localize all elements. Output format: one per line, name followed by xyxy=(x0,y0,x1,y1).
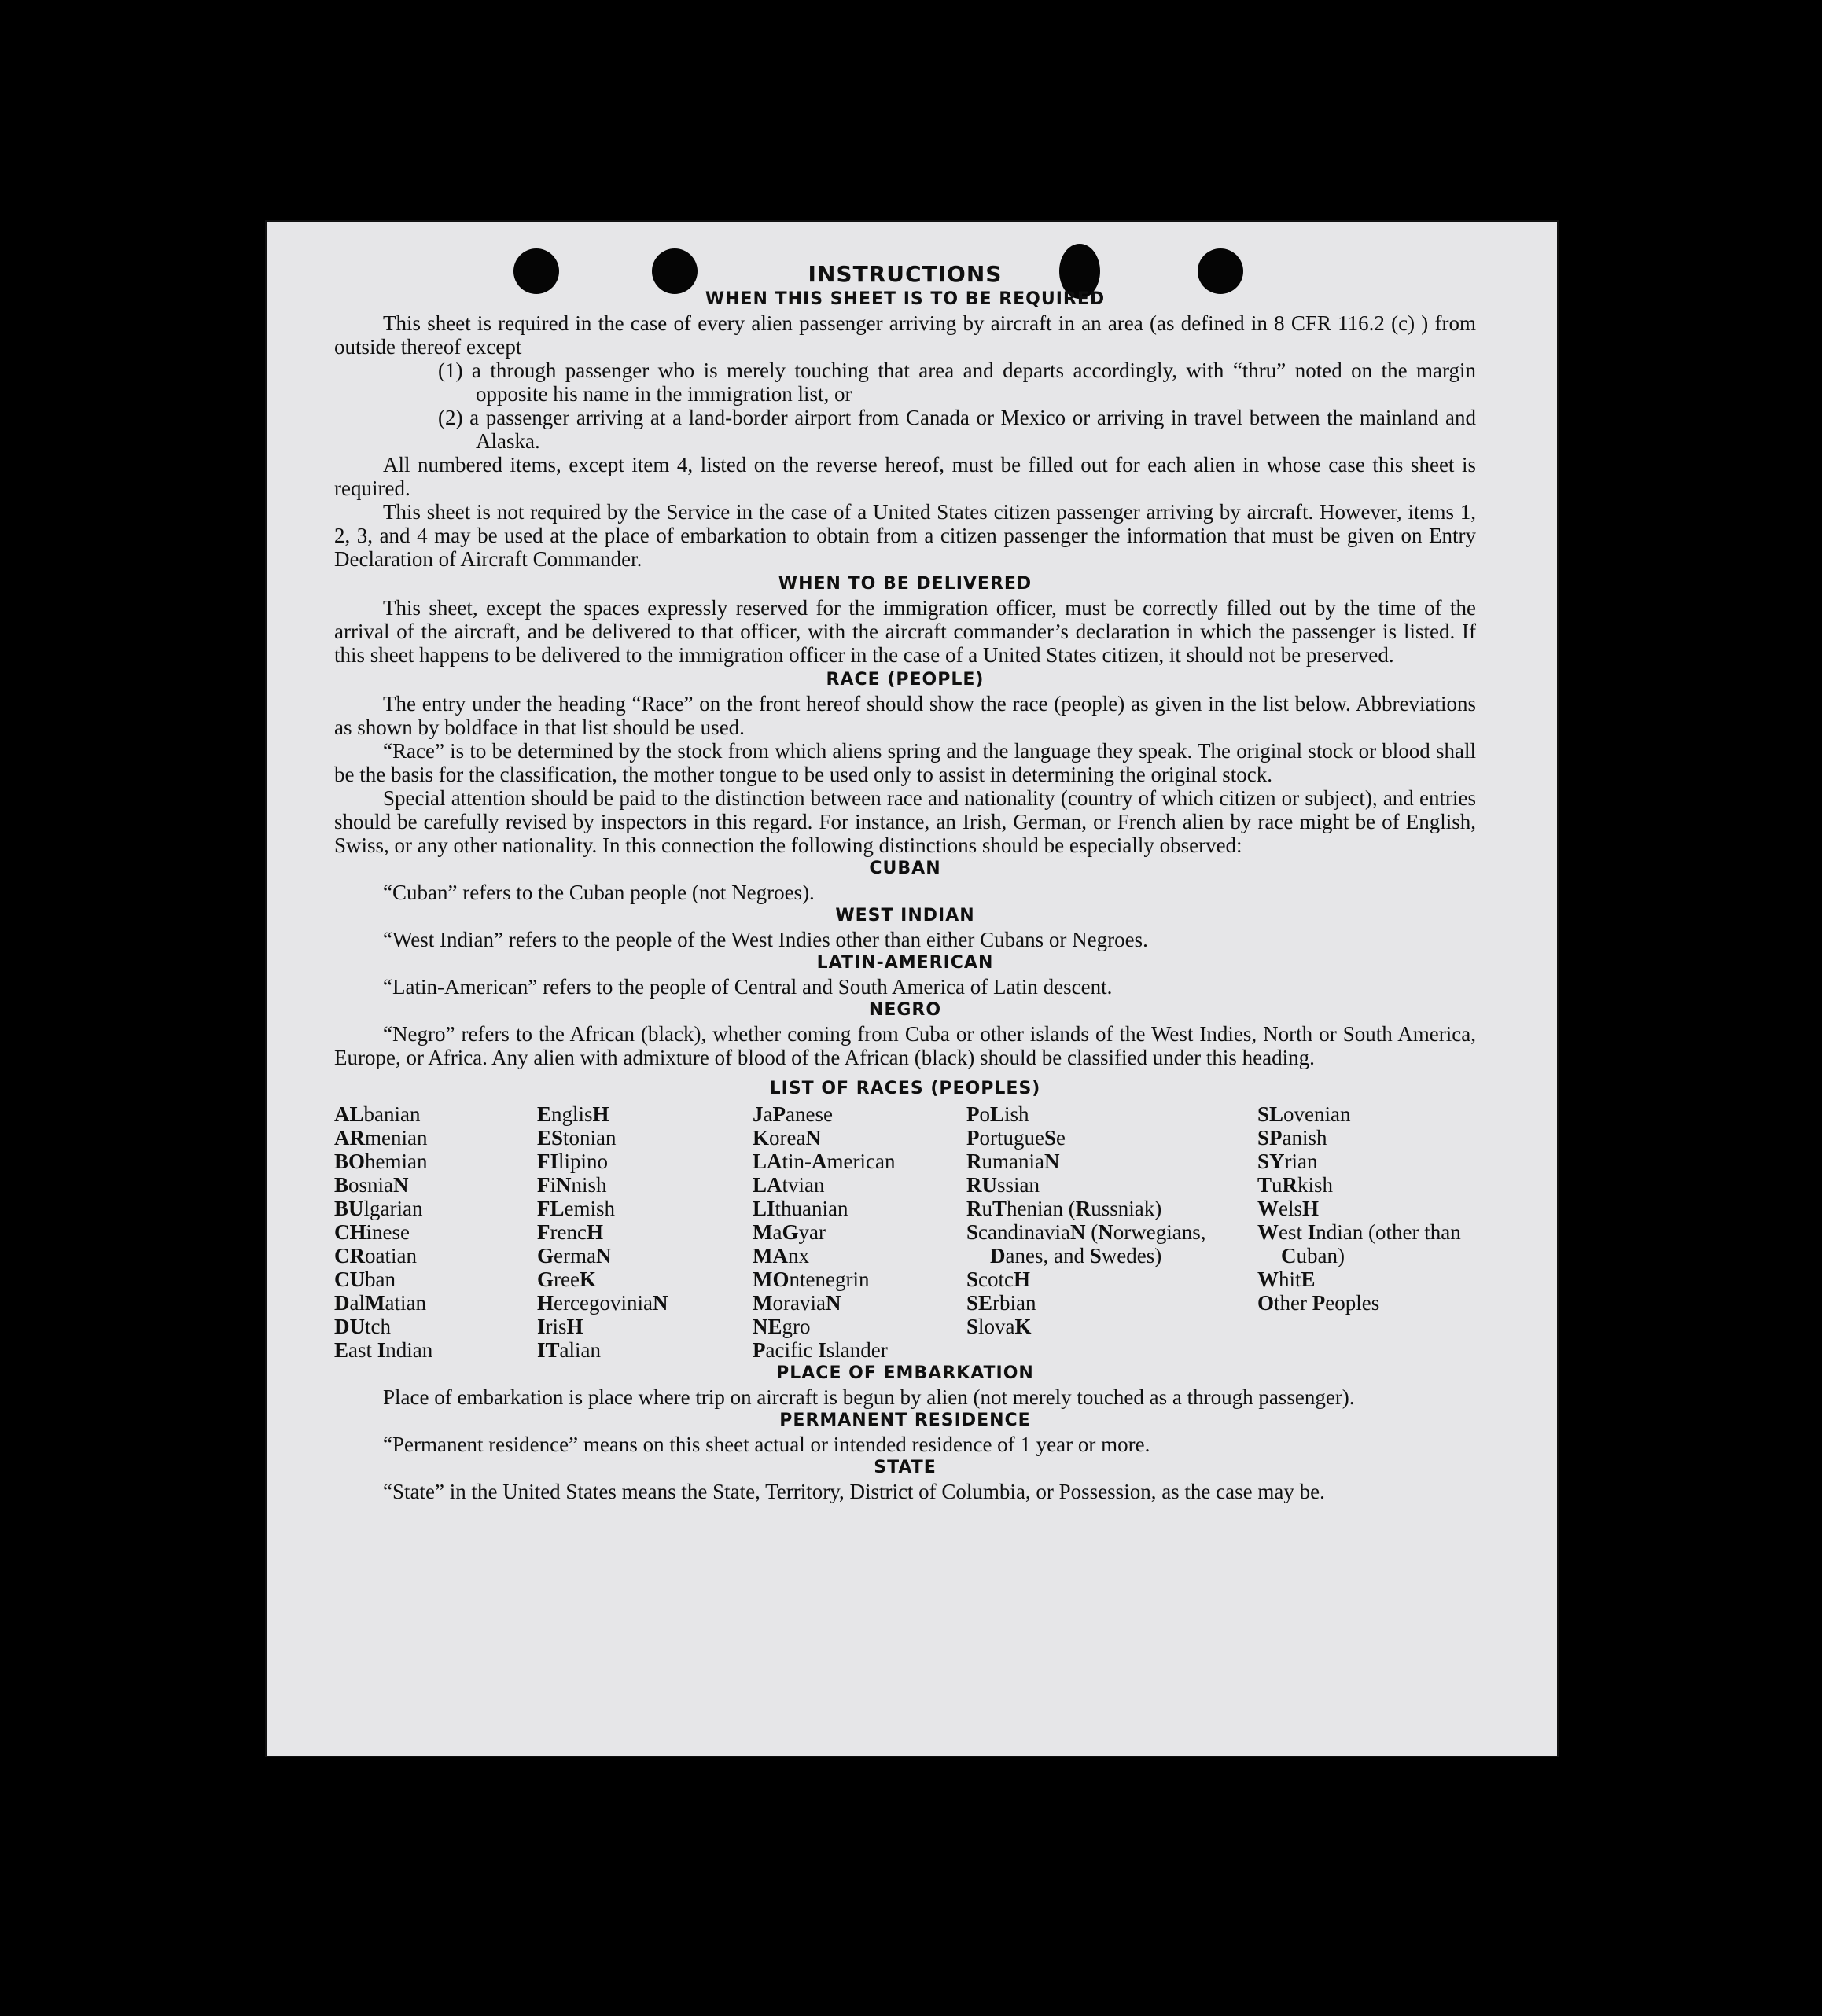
list-item: KoreaN xyxy=(753,1126,821,1150)
paragraph: “Race” is to be determined by the stock from which aliens spring and the language they speak. The original stock or blood shall be the basis for the classification, the mother tongue to be used only to assist in determining the original stock. xyxy=(334,739,1476,786)
list-item: (2) a passenger arriving at a land-border airport from Canada or Mexico or arriving in travel between the mainland and Alaska. xyxy=(438,406,1476,453)
list-item: SLovenian xyxy=(1257,1102,1351,1126)
list-item: ITalian xyxy=(537,1338,602,1362)
list-item: GreeK xyxy=(537,1267,596,1291)
list-item: ScotcH xyxy=(966,1267,1031,1291)
list-item: FIlipino xyxy=(537,1150,609,1173)
list-item: BOhemian xyxy=(334,1150,428,1173)
list-item: LAtin-American xyxy=(753,1150,896,1173)
list-item: IrisH xyxy=(537,1315,583,1338)
list-item: PortugueSe xyxy=(966,1126,1066,1150)
races-list xyxy=(334,1102,1476,1362)
list-item: ALbanian xyxy=(334,1102,421,1126)
list-item: ARmenian xyxy=(334,1126,428,1150)
list-item: Other Peoples xyxy=(1257,1291,1380,1315)
list-item: (1) a through passenger who is merely touching that area and departs accordingly, with “thru” noted on the margin opposite his name in the immigration list, or xyxy=(438,359,1476,406)
section-heading: STATE xyxy=(874,1458,937,1477)
list-item: MoraviaN xyxy=(753,1291,841,1315)
instruction-sheet xyxy=(265,220,1559,1757)
paragraph: “State” in the United States means the State, Territory, District of Columbia, or Possession, as the case may be. xyxy=(383,1480,1325,1503)
list-item: RumaniaN xyxy=(966,1150,1060,1173)
list-item: FrencH xyxy=(537,1220,603,1244)
sheet-content xyxy=(334,261,1476,1503)
paragraph: “Latin-American” refers to the people of Central and South America of Latin descent. xyxy=(383,975,1113,999)
section-heading: CUBAN xyxy=(869,859,941,878)
list-item: RUssian xyxy=(966,1173,1040,1197)
section-heading: LATIN-AMERICAN xyxy=(816,953,994,973)
paragraph: This sheet is not required by the Service in the case of a United States citizen passenger arriving by aircraft. However, items 1, 2, 3, and 4 may be used at the place of embarkation to obtain from a citizen passenger the information that must be given on Entry Declaration of Aircraft Commander. xyxy=(334,500,1476,571)
list-item: DalMatian xyxy=(334,1291,426,1315)
paragraph: This sheet, except the spaces expressly reserved for the immigration officer, must be correctly filled out by the time of the arrival of the aircraft, and be delivered to that officer, with the aircraft commander’s declaration in which the passenger is listed. If this sheet happens to be delivered to the immigration officer in the case of a United States citizen, it should not be preserved. xyxy=(334,596,1476,667)
list-item: SYrian xyxy=(1257,1150,1318,1173)
races-column-3 xyxy=(753,1102,966,1362)
list-item: NEgro xyxy=(753,1315,811,1338)
list-item: GermaN xyxy=(537,1244,612,1267)
list-item: PoLish xyxy=(966,1102,1029,1126)
list-item: WhitE xyxy=(1257,1267,1316,1291)
list-item: JaPanese xyxy=(753,1102,833,1126)
list-item: CUban xyxy=(334,1267,396,1291)
list-item: DUtch xyxy=(334,1315,391,1338)
list-item: LAtvian xyxy=(753,1173,825,1197)
paragraph: Special attention should be paid to the distinction between race and nationality (country of which citizen or subject), and entries should be carefully revised by inspectors in this regard. For instance, an Irish, German, or French alien by race might be of English, Swiss, or any other nationality. In this connection the following distinctions should be especially observed: xyxy=(334,786,1476,857)
list-item: RuThenian (Russniak) xyxy=(966,1197,1162,1220)
list-item: CHinese xyxy=(334,1220,410,1244)
list-item: LIthuanian xyxy=(753,1197,848,1220)
section-heading: PLACE OF EMBARKATION xyxy=(776,1363,1034,1383)
list-item: MAnx xyxy=(753,1244,809,1267)
list-item: HercegoviniaN xyxy=(537,1291,668,1315)
list-item: BosniaN xyxy=(334,1173,409,1197)
paragraph: All numbered items, except item 4, listed on the reverse hereof, must be filled out for each alien in whose case this sheet is required. xyxy=(334,453,1476,500)
section-heading: LIST OF RACES (PEOPLES) xyxy=(769,1079,1041,1098)
list-item: CRoatian xyxy=(334,1244,417,1267)
paragraph: The entry under the heading “Race” on the front hereof should show the race (people) as given in the list below. Abbreviations as shown by boldface in that list should be used. xyxy=(334,692,1476,739)
list-item: SPanish xyxy=(1257,1126,1327,1150)
section-heading: WEST INDIAN xyxy=(835,906,975,925)
section-heading: WHEN TO BE DELIVERED xyxy=(778,574,1032,594)
paragraph: “Permanent residence” means on this sheet actual or intended residence of 1 year or more. xyxy=(383,1433,1150,1456)
list-item: FiNnish xyxy=(537,1173,607,1197)
list-item: EStonian xyxy=(537,1126,617,1150)
list-item: SErbian xyxy=(966,1291,1036,1315)
races-column-5 xyxy=(1257,1102,1476,1362)
section-heading: WHEN THIS SHEET IS TO BE REQUIRED xyxy=(705,289,1106,309)
paragraph: Place of embarkation is place where trip on aircraft is begun by alien (not merely touched as a through passenger). xyxy=(383,1385,1355,1409)
section-heading: RACE (PEOPLE) xyxy=(826,670,985,690)
list-item: East Indian xyxy=(334,1338,433,1362)
page-title: INSTRUCTIONS xyxy=(808,261,1003,287)
section-heading: NEGRO xyxy=(868,1000,942,1020)
list-item: MOntenegrin xyxy=(753,1267,870,1291)
section-heading: PERMANENT RESIDENCE xyxy=(779,1411,1031,1430)
list-item: WelsH xyxy=(1257,1197,1320,1220)
list-item: FLemish xyxy=(537,1197,616,1220)
list-item: MaGyar xyxy=(753,1220,826,1244)
paragraph: “West Indian” refers to the people of the West Indies other than either Cubans or Negroes. xyxy=(383,928,1148,951)
list-item: BUlgarian xyxy=(334,1197,423,1220)
races-column-4 xyxy=(966,1102,1257,1362)
paragraph: “Cuban” refers to the Cuban people (not Negroes). xyxy=(383,881,815,904)
list-item: West Indian (other than Cuban) xyxy=(1257,1220,1461,1267)
races-column-2 xyxy=(537,1102,753,1362)
races-column-1 xyxy=(334,1102,537,1362)
list-item: TuRkish xyxy=(1257,1173,1334,1197)
list-item: SlovaK xyxy=(966,1315,1032,1338)
paragraph: This sheet is required in the case of every alien passenger arriving by aircraft in an area (as defined in 8 CFR 116.2 (c) ) from outside thereof except xyxy=(334,311,1476,359)
paragraph: “Negro” refers to the African (black), whether coming from Cuba or other islands of the West Indies, North or South America, Europe, or Africa. Any alien with admixture of blood of the African (black) should be classified under this heading. xyxy=(334,1022,1476,1069)
list-item: ScandinaviaN (Norwegians, Danes, and Swedes) xyxy=(966,1220,1206,1267)
list-item: EnglisH xyxy=(537,1102,609,1126)
list-item: Pacific Islander xyxy=(753,1338,888,1362)
